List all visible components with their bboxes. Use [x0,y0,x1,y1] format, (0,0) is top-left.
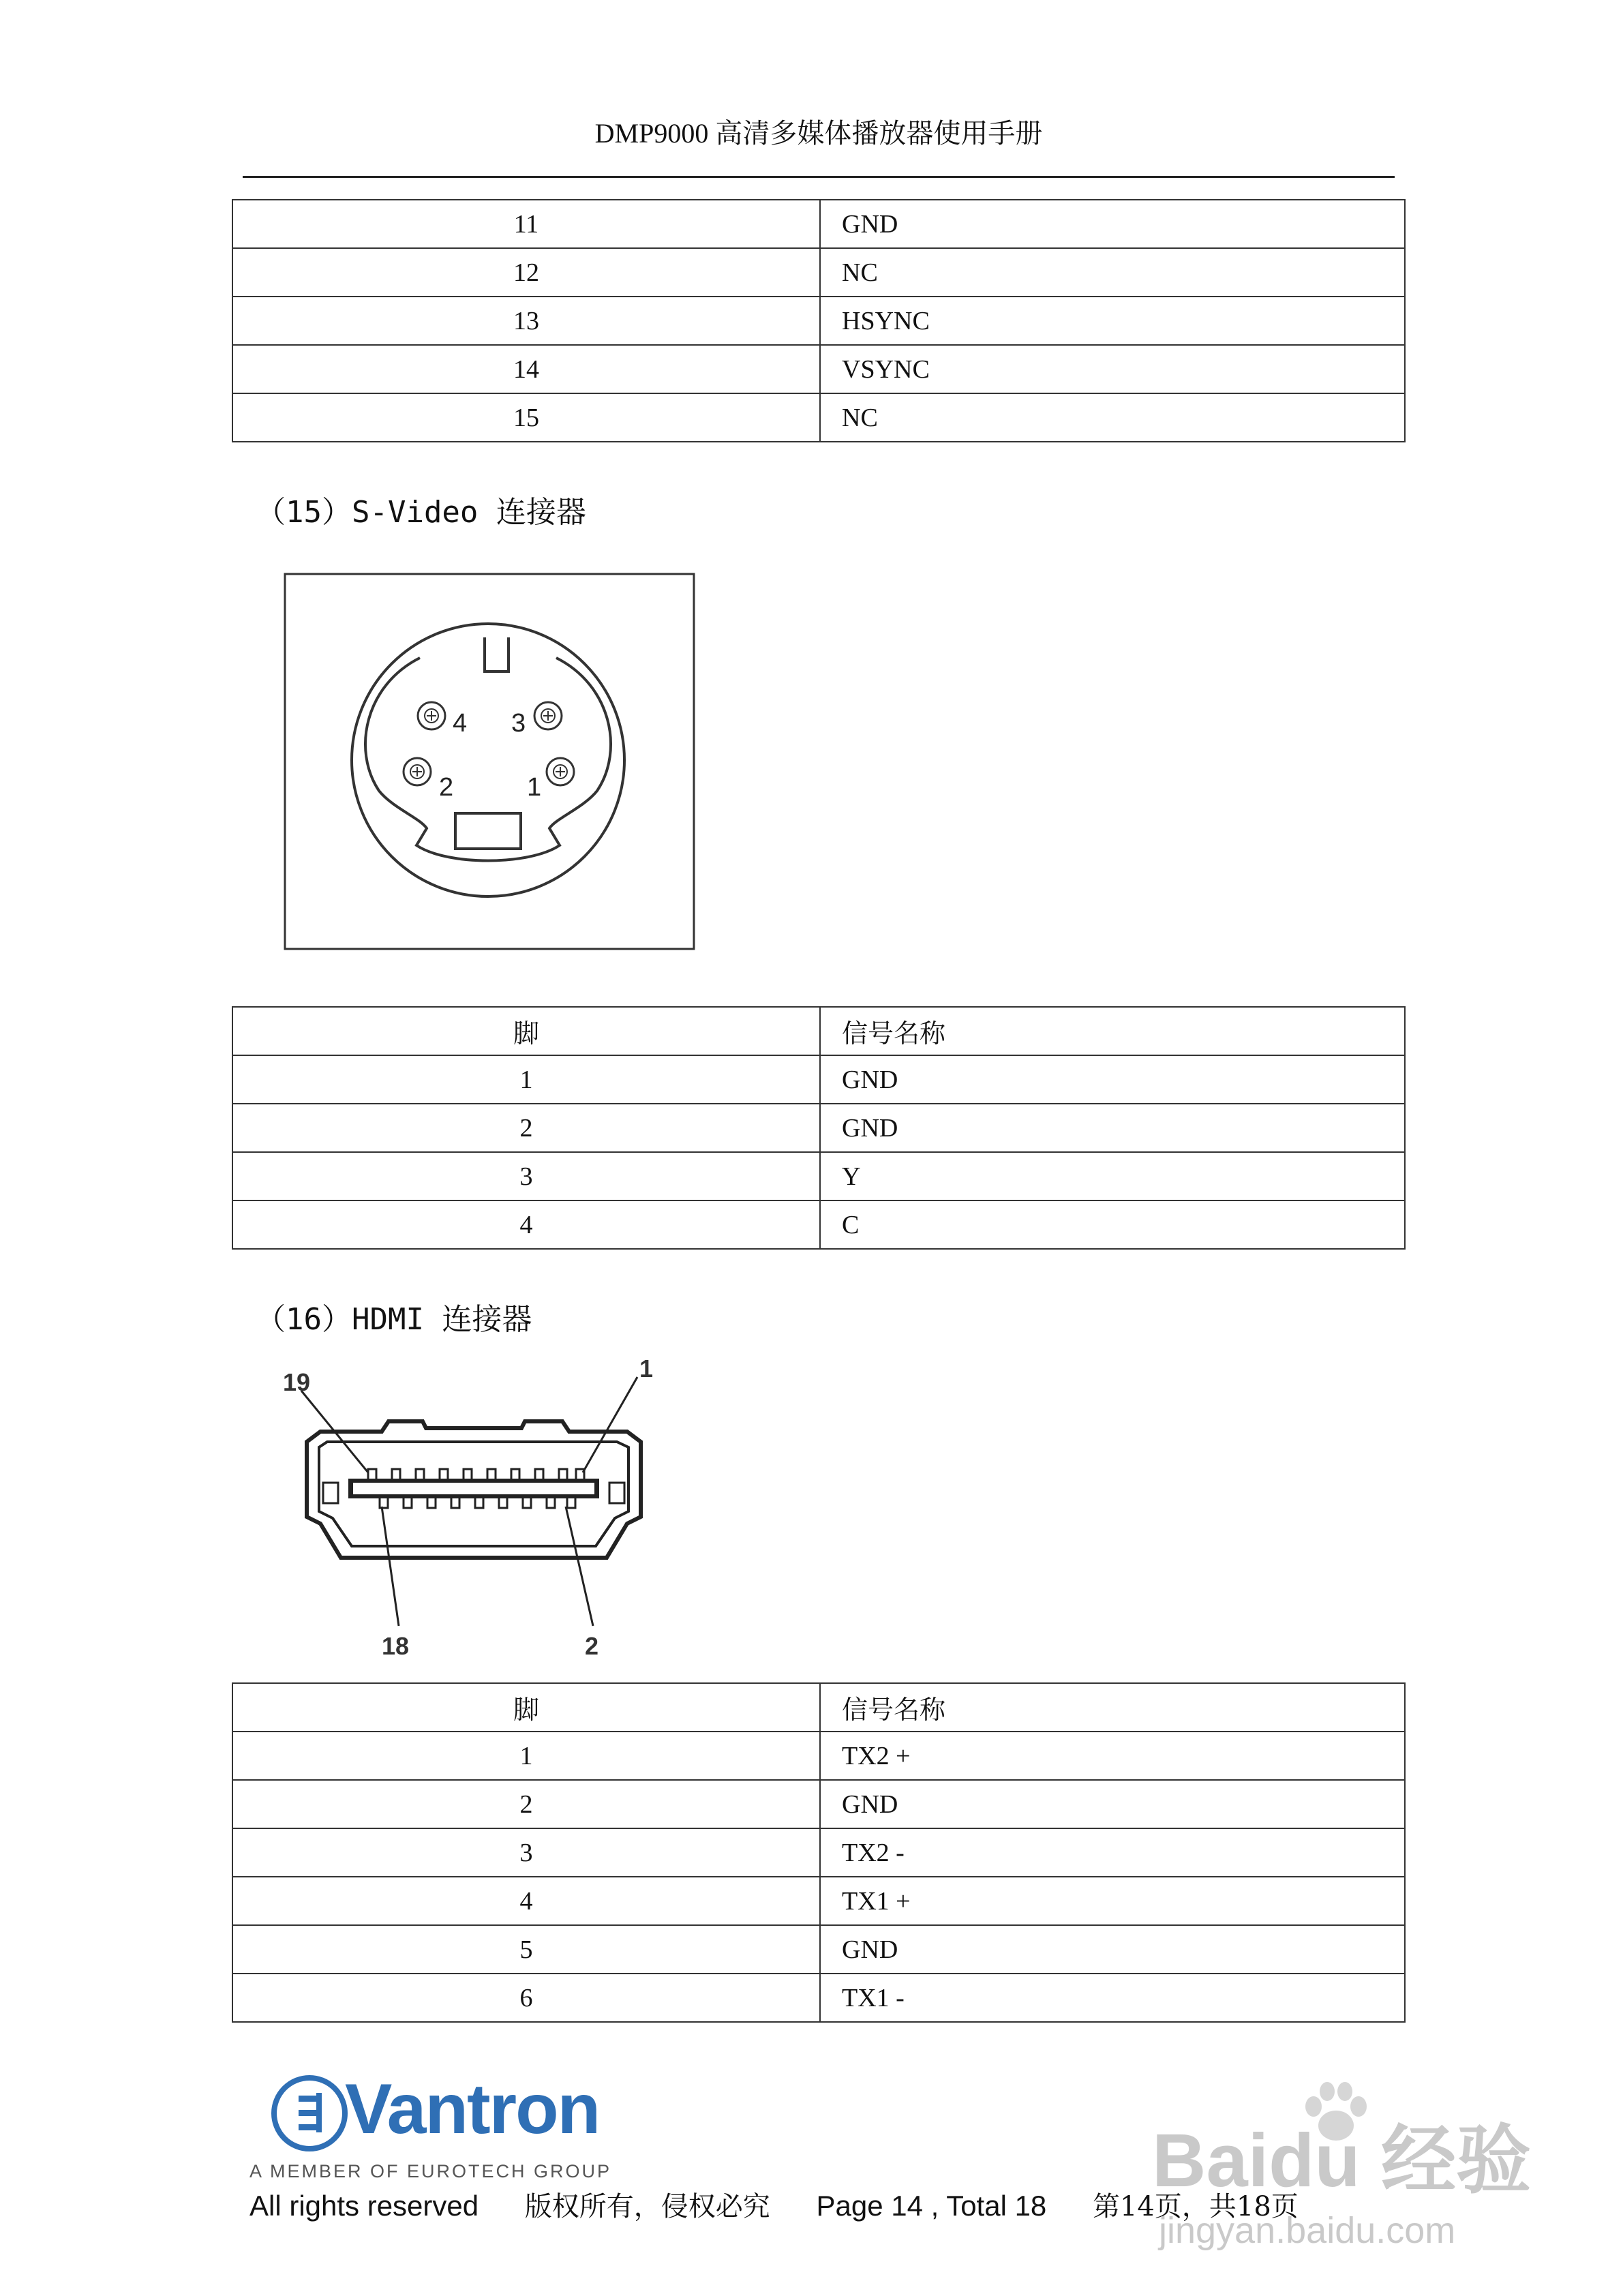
pin-cell: 3 [232,1152,820,1200]
baidu-watermark [1152,2079,1561,2256]
signal-cell: TX2 - [820,1828,1405,1877]
table-header-row [232,1683,1405,1732]
pin-cell: 6 [232,1974,820,2022]
signal-cell: GND [820,1055,1405,1104]
callout-18: 18 [382,1632,410,1660]
pin-cell: 5 [232,1925,820,1974]
signal-cell: NC [820,248,1405,297]
signal-cell: GND [820,1104,1405,1152]
pin-cell: 14 [232,345,820,393]
pin-cell: 13 [232,297,820,345]
table-row [232,1200,1405,1249]
pin-3-label: 3 [511,709,526,738]
footer-page: Page 14 , Total 18 [816,2190,1047,2222]
table-row [232,297,1405,345]
logo-tagline: A MEMBER OF EUROTECH GROUP [249,2161,612,2181]
diagram-frame [285,574,694,949]
table-row [232,345,1405,393]
svideo-connector-diagram [284,573,697,952]
pin-cell: 15 [232,393,820,442]
pin-cell: 4 [232,1200,820,1249]
signal-cell: NC [820,393,1405,442]
pin-cell: 1 [232,1732,820,1780]
signal-cell: TX2 + [820,1732,1405,1780]
table-row [232,1732,1405,1780]
page-header: DMP9000 高清多媒体播放器使用手册 [594,118,1043,149]
table-row [232,1828,1405,1877]
watermark-sub: jingyan.baidu.com [1159,2210,1456,2251]
hdmi-connector-diagram [273,1353,695,1674]
table-row [232,1104,1405,1152]
signal-cell: GND [820,1780,1405,1828]
pin-cell: 3 [232,1828,820,1877]
pin-header: 脚 [232,1683,820,1732]
table-row [232,393,1405,442]
table-row [232,1055,1405,1104]
pin-cell: 1 [232,1055,820,1104]
table-row [232,1877,1405,1925]
left-latch [323,1483,338,1503]
footer-rights-zh: 版权所有，侵权必究 [524,2191,770,2222]
signal-cell: GND [820,200,1405,248]
pin-cell: 12 [232,248,820,297]
table-row [232,1974,1405,2022]
footer-rights: All rights reserved [249,2190,479,2222]
vga-pin-table-continued [232,199,1406,442]
pin-2-label: 2 [439,773,454,802]
top-row-pins [368,1469,584,1479]
signal-header: 信号名称 [820,1007,1405,1055]
hdmi-pin-table [232,1682,1406,2023]
pin-cell: 2 [232,1780,820,1828]
callout-2: 2 [585,1632,599,1660]
vantron-logo [249,2070,612,2181]
pin-cell: 2 [232,1104,820,1152]
bottom-row-pins [380,1498,575,1508]
signal-cell: TX1 + [820,1877,1405,1925]
signal-cell: TX1 - [820,1974,1405,2022]
footer-page-zh: 第14页，共18页 [1092,2191,1299,2222]
pin-header: 脚 [232,1007,820,1055]
svideo-pin-table [232,1006,1406,1250]
table-header-row [232,1007,1405,1055]
connector-outer-ring [352,624,624,896]
pin-cell: 4 [232,1877,820,1925]
pin-4-label: 4 [453,709,468,738]
pin-1-label: 1 [527,773,542,802]
table-row [232,1152,1405,1200]
pin-cell: 11 [232,200,820,248]
contact-tongue-slot [353,1483,594,1494]
pin-4-icon [418,702,445,729]
signal-cell: C [820,1200,1405,1249]
table-row [232,200,1405,248]
table-row [232,248,1405,297]
watermark-main: Baidu 经验 [1152,2119,1532,2203]
right-latch [609,1483,624,1503]
connector-inner-shell [365,658,611,861]
vantron-logo-icon [269,2072,350,2154]
table-row [232,1925,1405,1974]
signal-header: 信号名称 [820,1683,1405,1732]
signal-cell: HSYNC [820,297,1405,345]
callout-1: 1 [639,1355,654,1383]
table-row [232,1780,1405,1828]
pin-1-icon [547,758,574,785]
header-divider [243,176,1395,178]
svideo-section-title: （15）S-Video 连接器 [256,495,586,530]
key-notch [485,637,509,671]
signal-cell: VSYNC [820,345,1405,393]
signal-cell: GND [820,1925,1405,1974]
leader-pin-18 [382,1507,399,1626]
signal-cell: Y [820,1152,1405,1200]
hdmi-section-title: （16）HDMI 连接器 [256,1302,532,1337]
leader-pin-2 [566,1507,593,1626]
pin-2-icon [404,758,431,785]
logo-wordmark: Vantron [345,2070,600,2149]
pin-3-icon [534,702,562,729]
center-key-block [455,813,521,849]
callout-19: 19 [283,1368,311,1396]
